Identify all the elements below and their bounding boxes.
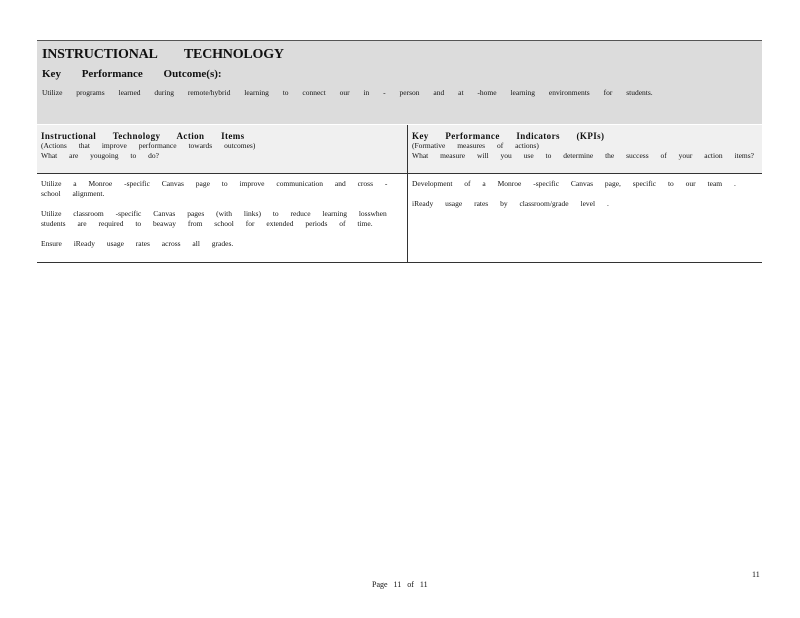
list-item: iReady usage rates by classroom/grade level .: [412, 199, 609, 208]
action-items-header: [37, 125, 408, 173]
page-footer: Page 11 of 11: [372, 580, 428, 589]
list-item: Utilize classroom -specific Canvas pages (with links) to reduce learning losswhen students are required to beaway from school for extended periods of time.: [41, 209, 387, 228]
page-number: 11: [752, 570, 760, 579]
action-items-question: What are yougoing to do?: [41, 151, 159, 160]
column-bodies: [37, 174, 762, 262]
column-headers: [37, 125, 762, 174]
list-item: Ensure iReady usage rates across all grades.: [41, 239, 234, 248]
kpi-list: [408, 174, 762, 262]
instructional-technology-table: [37, 40, 762, 263]
kpi-title: Key Performance Indicators (KPIs): [412, 131, 605, 141]
action-items-list: [37, 174, 408, 262]
header-band: [37, 41, 762, 125]
outcome-text: Utilize programs learned during remote/hybrid learning to connect our in - person and at -home learning environments for students.: [42, 88, 653, 97]
kpi-description: (Formative measures of actions): [412, 141, 539, 150]
kpi-header: [408, 125, 762, 173]
section-title: INSTRUCTIONAL TECHNOLOGY: [42, 47, 284, 62]
outcome-heading: Key Performance Outcome(s):: [42, 68, 222, 80]
action-items-description: (Actions that improve performance towards outcomes): [41, 141, 256, 150]
kpi-question: What measure will you use to determine the success of your action items?: [412, 151, 755, 160]
list-item: Utilize a Monroe -specific Canvas page to improve communication and cross - school alignment.: [41, 179, 388, 198]
list-item: Development of a Monroe -specific Canvas page, specific to our team .: [412, 179, 736, 188]
action-items-title: Instructional Technology Action Items: [41, 131, 245, 141]
